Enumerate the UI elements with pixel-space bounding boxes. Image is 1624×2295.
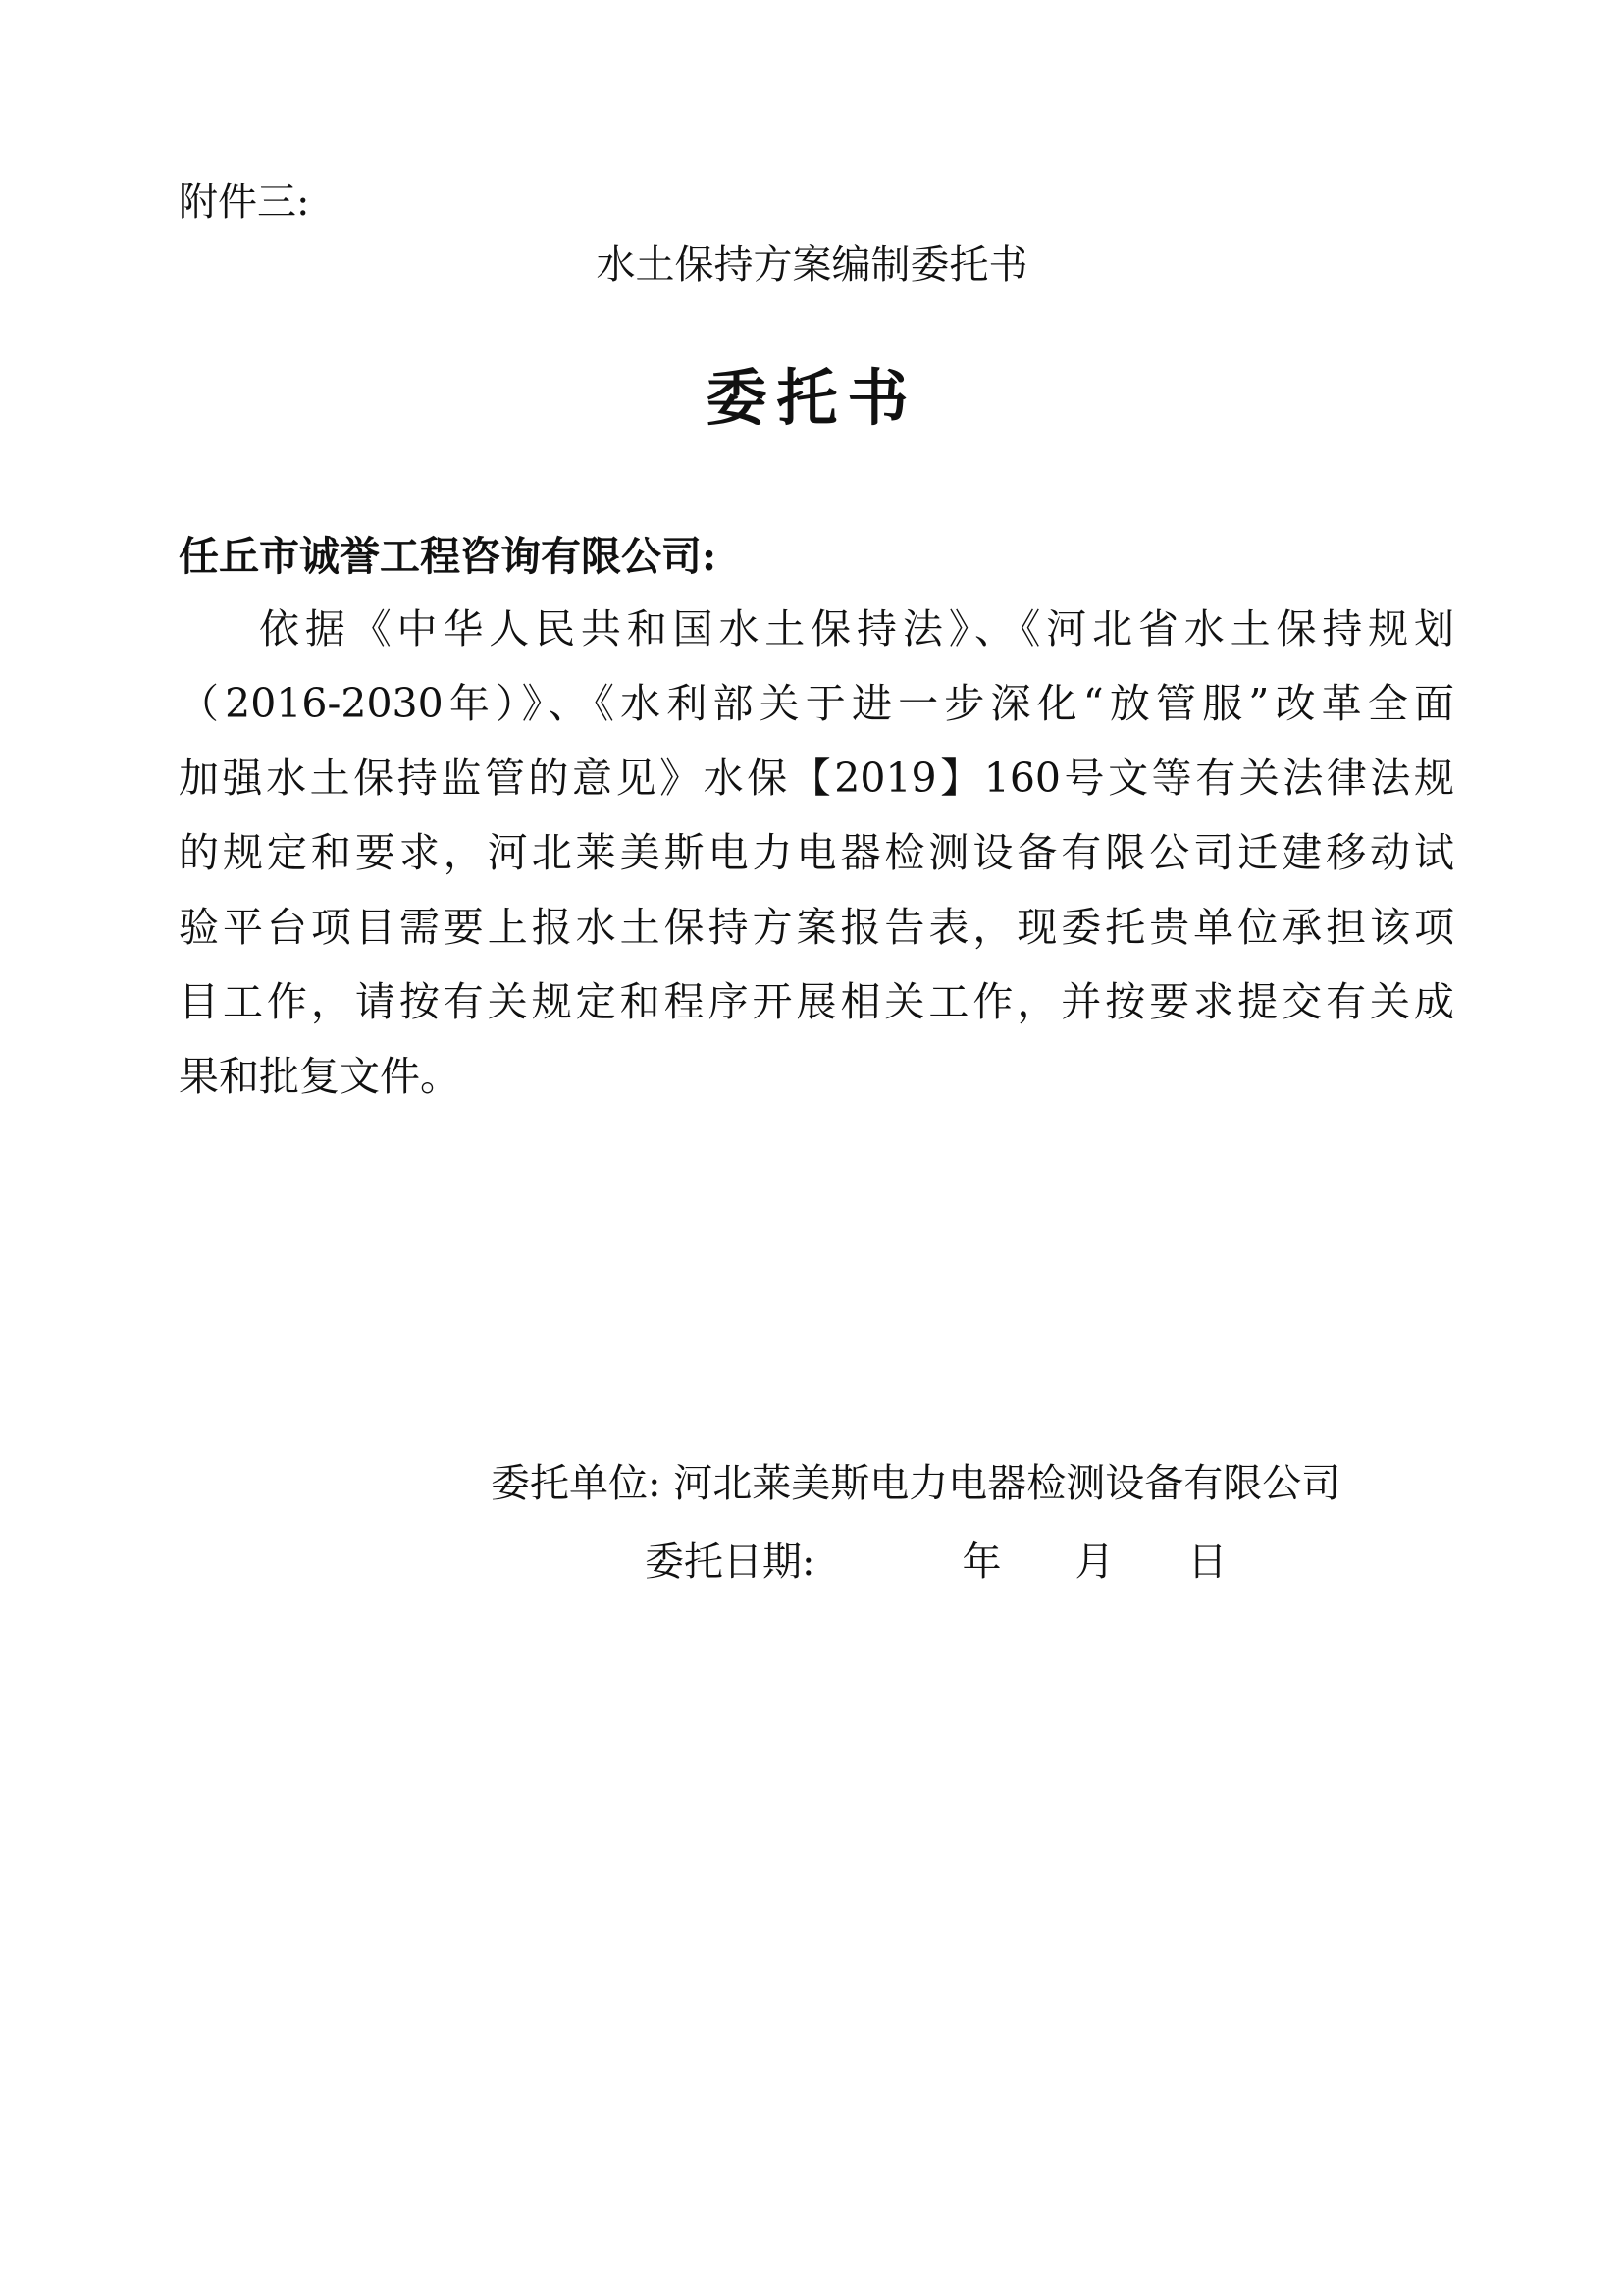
entrusting-party-name: 河北莱美斯电力电器检测设备有限公司 (673, 1461, 1341, 1506)
body-line: 果和批复文件。 (179, 1053, 460, 1100)
body-line: 目工作，请按有关规定和程序开展相关工作，并按要求提交有关成 (179, 978, 1454, 1025)
document-title: 委托书 (706, 362, 918, 434)
addressee: 任丘市诚誉工程咨询有限公司: (179, 533, 717, 580)
letter-body (179, 600, 1454, 1122)
body-line: 验平台项目需要上报水土保持方案报告表，现委托贵单位承担该项 (179, 904, 1454, 951)
body-line: 的规定和要求，河北莱美斯电力电器检测设备有限公司迁建移动试 (179, 829, 1454, 876)
attachment-label: 附件三: (179, 180, 310, 225)
body-line: 加强水土保持监管的意见》水保【2019】160号文等有关法律法规 (179, 755, 1454, 802)
document-subtitle: 水土保持方案编制委托书 (596, 242, 1028, 287)
month-label: 月 (1074, 1539, 1115, 1585)
year-label: 年 (962, 1539, 1002, 1585)
entrust-date (645, 1534, 1227, 1591)
day-label: 日 (1187, 1539, 1228, 1585)
body-line: （2016-2030年）》、《水利部关于进一步深化“放管服”改革全面 (179, 680, 1454, 727)
entrust-date-label: 委托日期: (645, 1539, 815, 1585)
entrusting-party (491, 1455, 1340, 1512)
body-line: 依据《中华人民共和国水土保持法》、《河北省水土保持规划 (259, 605, 1454, 652)
entrusting-party-label: 委托单位: (491, 1461, 661, 1506)
